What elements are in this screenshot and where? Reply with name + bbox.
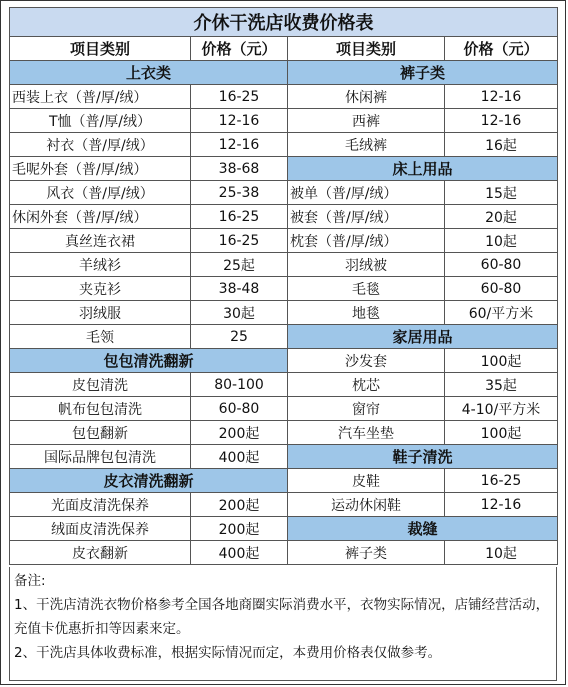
table-row (10, 301, 558, 325)
price-cell: 60/平方米 (445, 301, 558, 325)
price-cell: 100起 (445, 349, 558, 373)
table-row (10, 109, 558, 133)
notes-box (9, 567, 557, 681)
table-row (10, 205, 558, 229)
price-cell: 12-16 (191, 133, 288, 157)
section-header-pants: 裤子类 (288, 61, 558, 85)
item-cell: 窗帘 (288, 397, 445, 421)
notes-heading: 备注: (14, 573, 46, 589)
price-cell: 400起 (191, 445, 288, 469)
price-cell: 200起 (191, 421, 288, 445)
price-cell: 38-48 (191, 277, 288, 301)
table-row (10, 397, 558, 421)
table-row (10, 61, 558, 85)
col-header-item-right: 项目类别 (288, 37, 445, 61)
item-cell: 枕套（普/厚/绒） (288, 229, 445, 253)
price-cell: 25 (191, 325, 288, 349)
table-row (10, 157, 558, 181)
page-title: 介休干洗店收费价格表 (10, 8, 558, 37)
price-cell: 200起 (191, 493, 288, 517)
item-cell: 衬衣（普/厚/绒） (10, 133, 191, 157)
price-cell: 100起 (445, 421, 558, 445)
notes-line-1: 1、干洗店清洗衣物价格参考全国各地商圈实际消费水平，衣物实际情况，店铺经营活动，充值卡优惠折扣等因素来定。 (14, 597, 550, 637)
item-cell: 休闲裤 (288, 85, 445, 109)
item-cell: T恤（普/厚/绒） (10, 109, 191, 133)
table-row (10, 469, 558, 493)
item-cell: 休闲外套（普/厚/绒） (10, 205, 191, 229)
table-row (10, 325, 558, 349)
table-row (10, 493, 558, 517)
table-row (10, 349, 558, 373)
price-table (9, 7, 558, 565)
item-cell: 包包翻新 (10, 421, 191, 445)
item-cell: 地毯 (288, 301, 445, 325)
item-cell: 羽绒被 (288, 253, 445, 277)
section-header-bedding: 床上用品 (288, 157, 558, 181)
item-cell: 被单（普/厚/绒） (288, 181, 445, 205)
section-header-shoes: 鞋子清洗 (288, 445, 558, 469)
item-cell: 枕芯 (288, 373, 445, 397)
price-cell: 12-16 (445, 109, 558, 133)
item-cell: 西裤 (288, 109, 445, 133)
item-cell: 羽绒服 (10, 301, 191, 325)
col-header-price-left: 价格（元） (191, 37, 288, 61)
price-cell: 80-100 (191, 373, 288, 397)
price-cell: 35起 (445, 373, 558, 397)
table-row (10, 133, 558, 157)
price-cell: 16-25 (191, 229, 288, 253)
table-row (10, 517, 558, 541)
price-cell: 30起 (191, 301, 288, 325)
price-cell: 12-16 (445, 85, 558, 109)
item-cell: 沙发套 (288, 349, 445, 373)
table-row (10, 85, 558, 109)
table-row (10, 253, 558, 277)
price-cell: 16-25 (191, 205, 288, 229)
table-row (10, 421, 558, 445)
section-header-leather: 皮衣清洗翻新 (10, 469, 288, 493)
item-cell: 真丝连衣裙 (10, 229, 191, 253)
item-cell: 被套（普/厚/绒） (288, 205, 445, 229)
table-row (10, 445, 558, 469)
notes-line-2: 2、干洗店具体收费标准，根据实际情况而定，本费用价格表仅做参考。 (14, 645, 442, 661)
price-cell: 15起 (445, 181, 558, 205)
price-cell: 12-16 (191, 109, 288, 133)
item-cell: 国际品牌包包清洗 (10, 445, 191, 469)
price-cell: 20起 (445, 205, 558, 229)
item-cell: 毛绒裤 (288, 133, 445, 157)
price-cell: 60-80 (445, 277, 558, 301)
price-cell: 25-38 (191, 181, 288, 205)
item-cell: 皮包清洗 (10, 373, 191, 397)
item-cell: 绒面皮清洗保养 (10, 517, 191, 541)
col-header-price-right: 价格（元） (445, 37, 558, 61)
header-row (10, 37, 558, 61)
price-cell: 4-10/平方米 (445, 397, 558, 421)
price-cell: 12-16 (445, 493, 558, 517)
item-cell: 光面皮清洗保养 (10, 493, 191, 517)
table-row (10, 373, 558, 397)
price-cell: 60-80 (191, 397, 288, 421)
table-row (10, 541, 558, 565)
table-row (10, 277, 558, 301)
title-row (10, 8, 558, 37)
price-cell: 10起 (445, 541, 558, 565)
item-cell: 风衣（普/厚/绒） (10, 181, 191, 205)
col-header-item-left: 项目类别 (10, 37, 191, 61)
item-cell: 运动休闲鞋 (288, 493, 445, 517)
section-header-tops: 上衣类 (10, 61, 288, 85)
item-cell: 西装上衣（普/厚/绒） (10, 85, 191, 109)
price-cell: 200起 (191, 517, 288, 541)
table-row (10, 229, 558, 253)
price-cell: 10起 (445, 229, 558, 253)
price-cell: 25起 (191, 253, 288, 277)
item-cell: 裤子类 (288, 541, 445, 565)
item-cell: 毛毯 (288, 277, 445, 301)
item-cell: 夹克衫 (10, 277, 191, 301)
item-cell: 毛呢外套（普/厚/绒） (10, 157, 191, 181)
item-cell: 皮衣翻新 (10, 541, 191, 565)
price-cell: 16-25 (445, 469, 558, 493)
item-cell: 皮鞋 (288, 469, 445, 493)
price-cell: 16起 (445, 133, 558, 157)
price-cell: 16-25 (191, 85, 288, 109)
section-header-bags: 包包清洗翻新 (10, 349, 288, 373)
item-cell: 羊绒衫 (10, 253, 191, 277)
item-cell: 帆布包包清洗 (10, 397, 191, 421)
section-header-tailor: 裁缝 (288, 517, 558, 541)
price-cell: 60-80 (445, 253, 558, 277)
price-cell: 38-68 (191, 157, 288, 181)
item-cell: 毛领 (10, 325, 191, 349)
item-cell: 汽车坐垫 (288, 421, 445, 445)
table-row (10, 181, 558, 205)
section-header-home: 家居用品 (288, 325, 558, 349)
price-cell: 400起 (191, 541, 288, 565)
